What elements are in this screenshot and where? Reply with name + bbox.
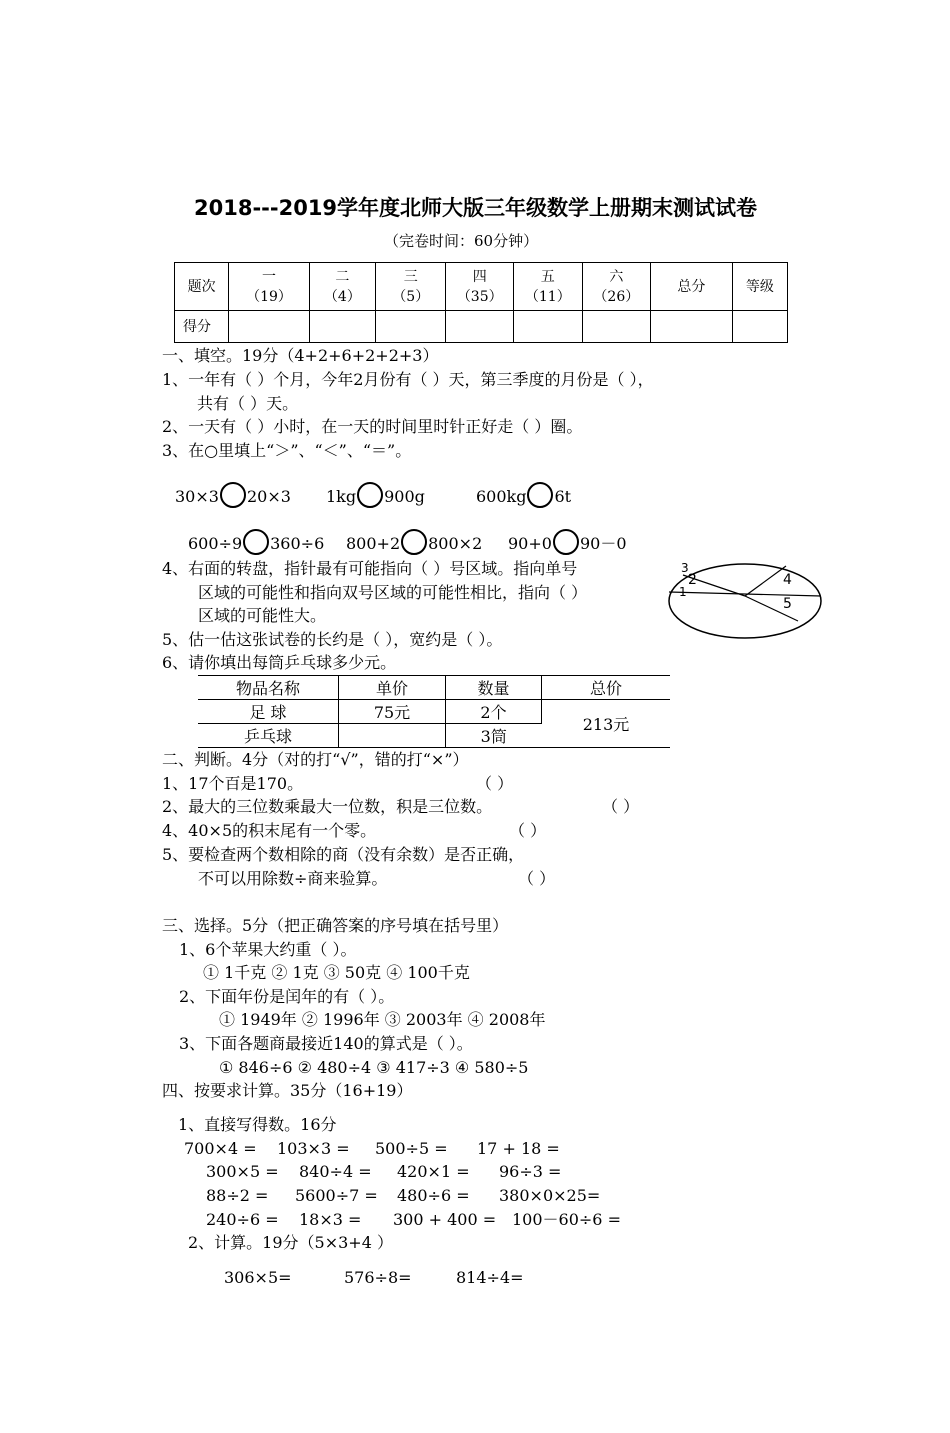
compare-circle[interactable] xyxy=(243,529,269,555)
question-text: 区域的可能性和指向双号区域的可能性相比，指向（ ） xyxy=(198,583,588,602)
question-text: 共有（ ）天。 xyxy=(197,394,299,413)
score-cell[interactable] xyxy=(514,311,583,343)
page-title: 2018---2019学年度北师大版三年级数学上册期末测试试卷 xyxy=(194,196,758,220)
header-cell: 等级 xyxy=(732,263,787,311)
answer-paren[interactable]: （ ） xyxy=(518,869,556,888)
section-heading: 二、判断。4分（对的打“√”，错的打“×”） xyxy=(162,750,469,769)
calc-item: 380×0×25= xyxy=(499,1186,601,1205)
exam-time: （完卷时间：60分钟） xyxy=(384,232,539,250)
calc-item: 500÷5 = xyxy=(375,1139,448,1158)
header-cell: 二 （4） xyxy=(309,263,375,311)
section-heading: 三、选择。5分（把正确答案的序号填在括号里） xyxy=(162,916,509,935)
table-header: 物品名称 xyxy=(198,676,339,700)
calc-item: 18×3 = xyxy=(299,1210,362,1229)
answer-paren[interactable]: （ ） xyxy=(509,821,547,840)
compare-item: 800+2 800×2 xyxy=(346,529,482,555)
calc-item: 96÷3 = xyxy=(499,1162,562,1181)
question-text: 3、在○里填上“＞”、“＜”、“＝”。 xyxy=(162,441,412,460)
sub-heading: 1、直接写得数。16分 xyxy=(178,1115,337,1134)
spinner-label: 2 xyxy=(688,572,697,588)
table-header: 单价 xyxy=(339,676,446,700)
table-cell: 乒乓球 xyxy=(198,724,339,748)
question-text: 4、右面的转盘，指针最有可能指向（ ）号区域。指向单号 xyxy=(162,559,578,578)
score-cell[interactable] xyxy=(582,311,651,343)
question-text: 4、40×5的积末尾有一个零。 xyxy=(162,821,377,840)
price-table xyxy=(198,675,670,748)
compare-circle[interactable] xyxy=(401,529,427,555)
question-text: 6、请你填出每筒乒乓球多少元。 xyxy=(162,653,397,672)
calc-item: 840÷4 = xyxy=(299,1162,372,1181)
table-header: 数量 xyxy=(446,676,542,700)
calc-item: 700×4 = xyxy=(184,1139,257,1158)
calc-item: 17 + 18 = xyxy=(477,1139,560,1158)
compare-item: 1kg 900g xyxy=(326,482,425,508)
score-cell[interactable] xyxy=(376,311,446,343)
spinner-label: 3 xyxy=(681,561,689,575)
compare-circle[interactable] xyxy=(553,529,579,555)
section-heading: 四、按要求计算。35分（16+19） xyxy=(162,1081,413,1100)
compare-item: 600÷9 360÷6 xyxy=(188,529,324,555)
question-text: 1、17个百是170。 xyxy=(162,774,304,793)
calc-item: 814÷4= xyxy=(456,1268,524,1287)
score-table xyxy=(174,262,788,343)
compare-circle[interactable] xyxy=(357,482,383,508)
question-text: 5、估一估这张试卷的长约是（ ），宽约是（ ）。 xyxy=(162,630,503,649)
section-heading: 一、填空。19分（4+2+6+2+2+3） xyxy=(162,346,439,365)
table-cell: 足 球 xyxy=(198,700,339,724)
header-cell: 四 （35） xyxy=(446,263,514,311)
question-text: 3、下面各题商最接近140的算式是（ ）。 xyxy=(179,1034,473,1053)
calc-item: 88÷2 = xyxy=(206,1186,269,1205)
question-text: 不可以用除数÷商来验算。 xyxy=(198,869,388,888)
calc-item: 240÷6 = xyxy=(206,1210,279,1229)
question-text: 5、要检查两个数相除的商（没有余数）是否正确， xyxy=(162,845,525,864)
calc-item: 480÷6 = xyxy=(397,1186,470,1205)
answer-paren[interactable]: （ ） xyxy=(602,797,640,816)
score-label: 得分 xyxy=(175,311,229,343)
spinner-label: 5 xyxy=(783,596,792,612)
options-text: ① 1949年 ② 1996年 ③ 2003年 ④ 2008年 xyxy=(219,1010,546,1029)
answer-paren[interactable]: （ ） xyxy=(476,774,514,793)
calc-item: 420×1 = xyxy=(397,1162,470,1181)
table-cell: 213元 xyxy=(542,700,671,748)
table-cell: 3筒 xyxy=(446,724,542,748)
spinner-diagram xyxy=(665,558,825,644)
sub-heading: 2、计算。19分（5×3+4 ） xyxy=(188,1233,393,1252)
calc-item: 300×5 = xyxy=(206,1162,279,1181)
header-cell: 三 （5） xyxy=(376,263,446,311)
options-text: ① 1千克 ② 1克 ③ 50克 ④ 100千克 xyxy=(203,963,470,982)
compare-item: 600kg 6t xyxy=(476,482,571,508)
header-cell: 五 （11） xyxy=(514,263,583,311)
question-text: 2、下面年份是闰年的有（ ）。 xyxy=(179,987,395,1006)
score-cell[interactable] xyxy=(732,311,787,343)
score-cell[interactable] xyxy=(651,311,733,343)
table-header: 总价 xyxy=(542,676,671,700)
compare-circle[interactable] xyxy=(220,482,246,508)
calc-item: 300 + 400 = xyxy=(393,1210,497,1229)
score-cell[interactable] xyxy=(309,311,375,343)
answer-cell[interactable] xyxy=(339,724,446,748)
question-text: 2、一天有（ ）小时，在一天的时间里时针正好走（ ）圈。 xyxy=(162,417,583,436)
question-text: 2、最大的三位数乘最大一位数，积是三位数。 xyxy=(162,797,493,816)
options-text: ① 846÷6 ② 480÷4 ③ 417÷3 ④ 580÷5 xyxy=(219,1058,529,1077)
calc-item: 306×5= xyxy=(224,1268,292,1287)
compare-item: 90+0 90－0 xyxy=(508,529,627,555)
calc-item: 100－60÷6 = xyxy=(512,1210,621,1229)
calc-item: 5600÷7 = xyxy=(295,1186,378,1205)
question-text: 1、6个苹果大约重（ ）。 xyxy=(179,940,357,959)
question-text: 1、一年有（ ）个月，今年2月份有（ ）天，第三季度的月份是（ ）， xyxy=(162,370,654,389)
spinner-label: 1 xyxy=(679,585,687,599)
calc-item: 103×3 = xyxy=(277,1139,350,1158)
score-cell[interactable] xyxy=(229,311,309,343)
table-cell: 2个 xyxy=(446,700,542,724)
table-cell: 75元 xyxy=(339,700,446,724)
header-cell: 总分 xyxy=(651,263,733,311)
header-cell: 题次 xyxy=(175,263,229,311)
calc-item: 576÷8= xyxy=(344,1268,412,1287)
compare-circle[interactable] xyxy=(527,482,553,508)
score-cell[interactable] xyxy=(446,311,514,343)
header-cell: 六 （26） xyxy=(582,263,651,311)
spinner-label: 4 xyxy=(783,572,792,588)
question-text: 区域的可能性大。 xyxy=(198,606,327,625)
header-cell: 一 （19） xyxy=(229,263,309,311)
compare-item: 30×3 20×3 xyxy=(175,482,291,508)
